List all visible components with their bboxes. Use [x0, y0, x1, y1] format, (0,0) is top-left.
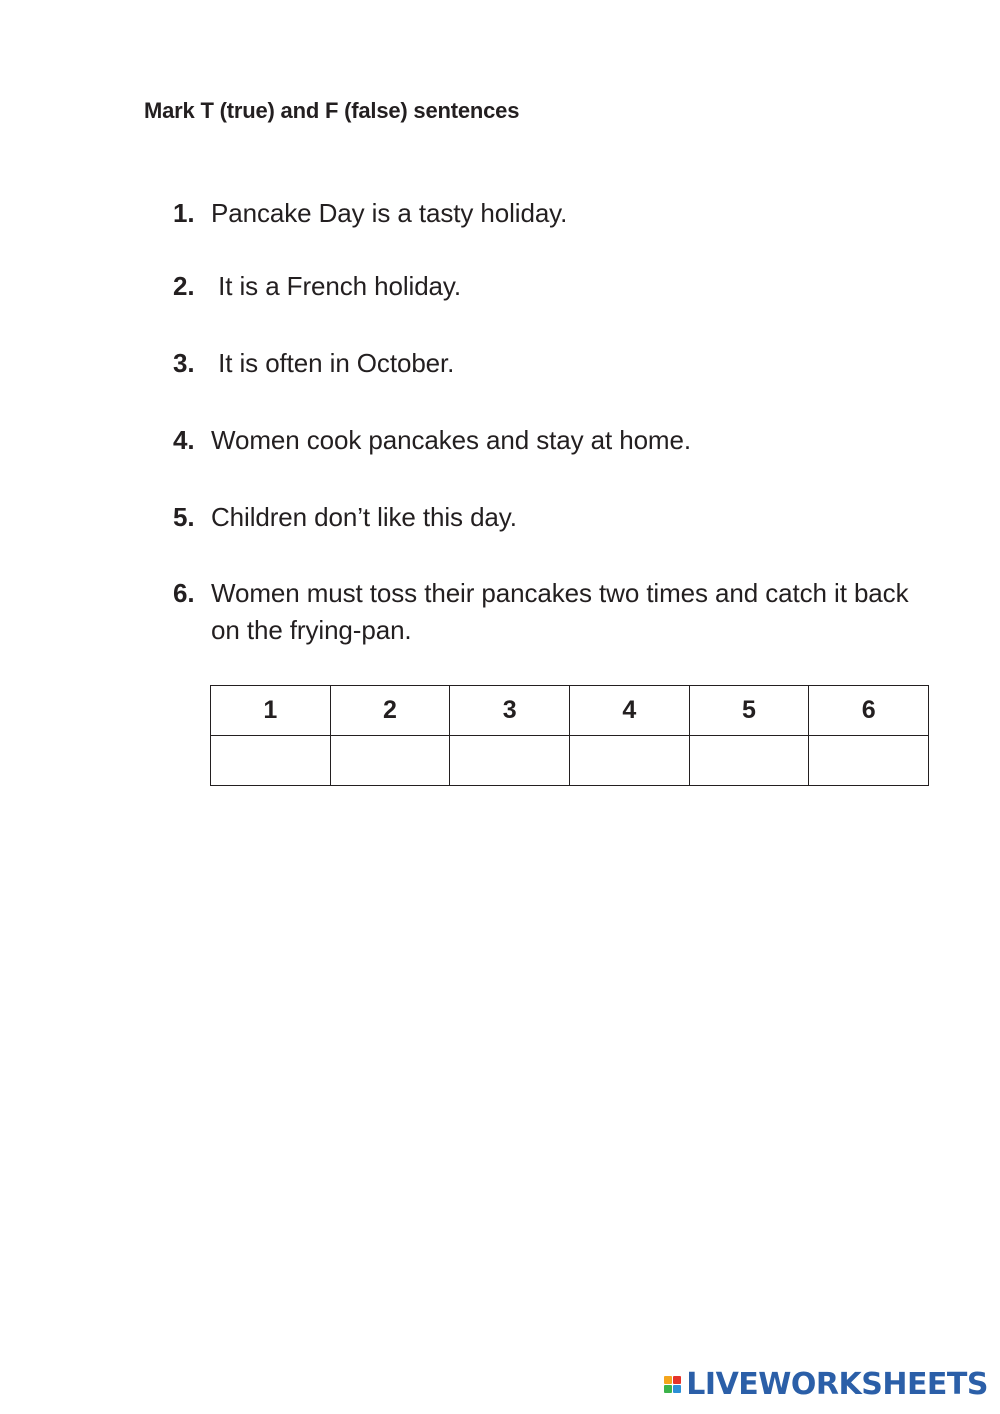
logo-square — [673, 1376, 681, 1384]
answer-column-header: 3 — [450, 686, 570, 736]
question-item — [173, 268, 933, 305]
answer-cell-1[interactable] — [211, 736, 331, 786]
question-text: Women must toss their pancakes two times and catch it back on the frying-pan. — [211, 578, 916, 645]
question-item — [173, 575, 933, 649]
question-text: Women cook pancakes and stay at home. — [211, 425, 691, 455]
question-item — [173, 195, 933, 232]
question-text: It is a French holiday. — [211, 271, 462, 301]
question-number: 1. — [173, 198, 195, 228]
answer-column-header: 6 — [809, 686, 929, 736]
question-number: 3. — [173, 348, 195, 378]
question-item — [173, 345, 933, 382]
logo-square — [664, 1385, 672, 1393]
answer-cell-5[interactable] — [689, 736, 809, 786]
question-number: 6. — [173, 578, 195, 608]
question-text: It is often in October. — [211, 348, 455, 378]
answer-table-input-row — [211, 736, 929, 786]
question-number: 4. — [173, 425, 195, 455]
question-number: 5. — [173, 502, 195, 532]
answer-cell-3[interactable] — [450, 736, 570, 786]
question-item — [173, 422, 933, 459]
liveworksheets-logo-icon — [664, 1376, 681, 1393]
logo-square — [664, 1376, 672, 1384]
logo-square — [673, 1385, 681, 1393]
answer-column-header: 1 — [211, 686, 331, 736]
answer-cell-4[interactable] — [569, 736, 689, 786]
answer-column-header: 2 — [330, 686, 450, 736]
logo-text: LIVEWORKSHEETS — [686, 1367, 988, 1402]
liveworksheets-logo — [664, 1367, 988, 1402]
answer-table — [210, 685, 929, 786]
answer-cell-2[interactable] — [330, 736, 450, 786]
question-number: 2. — [173, 271, 195, 301]
question-text: Children don’t like this day. — [211, 502, 517, 532]
answer-table-header-row — [211, 686, 929, 736]
answer-column-header: 5 — [689, 686, 809, 736]
answer-column-header: 4 — [569, 686, 689, 736]
question-item — [173, 499, 933, 536]
instruction-heading: Mark T (true) and F (false) sentences — [144, 98, 520, 123]
question-text: Pancake Day is a tasty holiday. — [211, 198, 568, 228]
answer-cell-6[interactable] — [809, 736, 929, 786]
